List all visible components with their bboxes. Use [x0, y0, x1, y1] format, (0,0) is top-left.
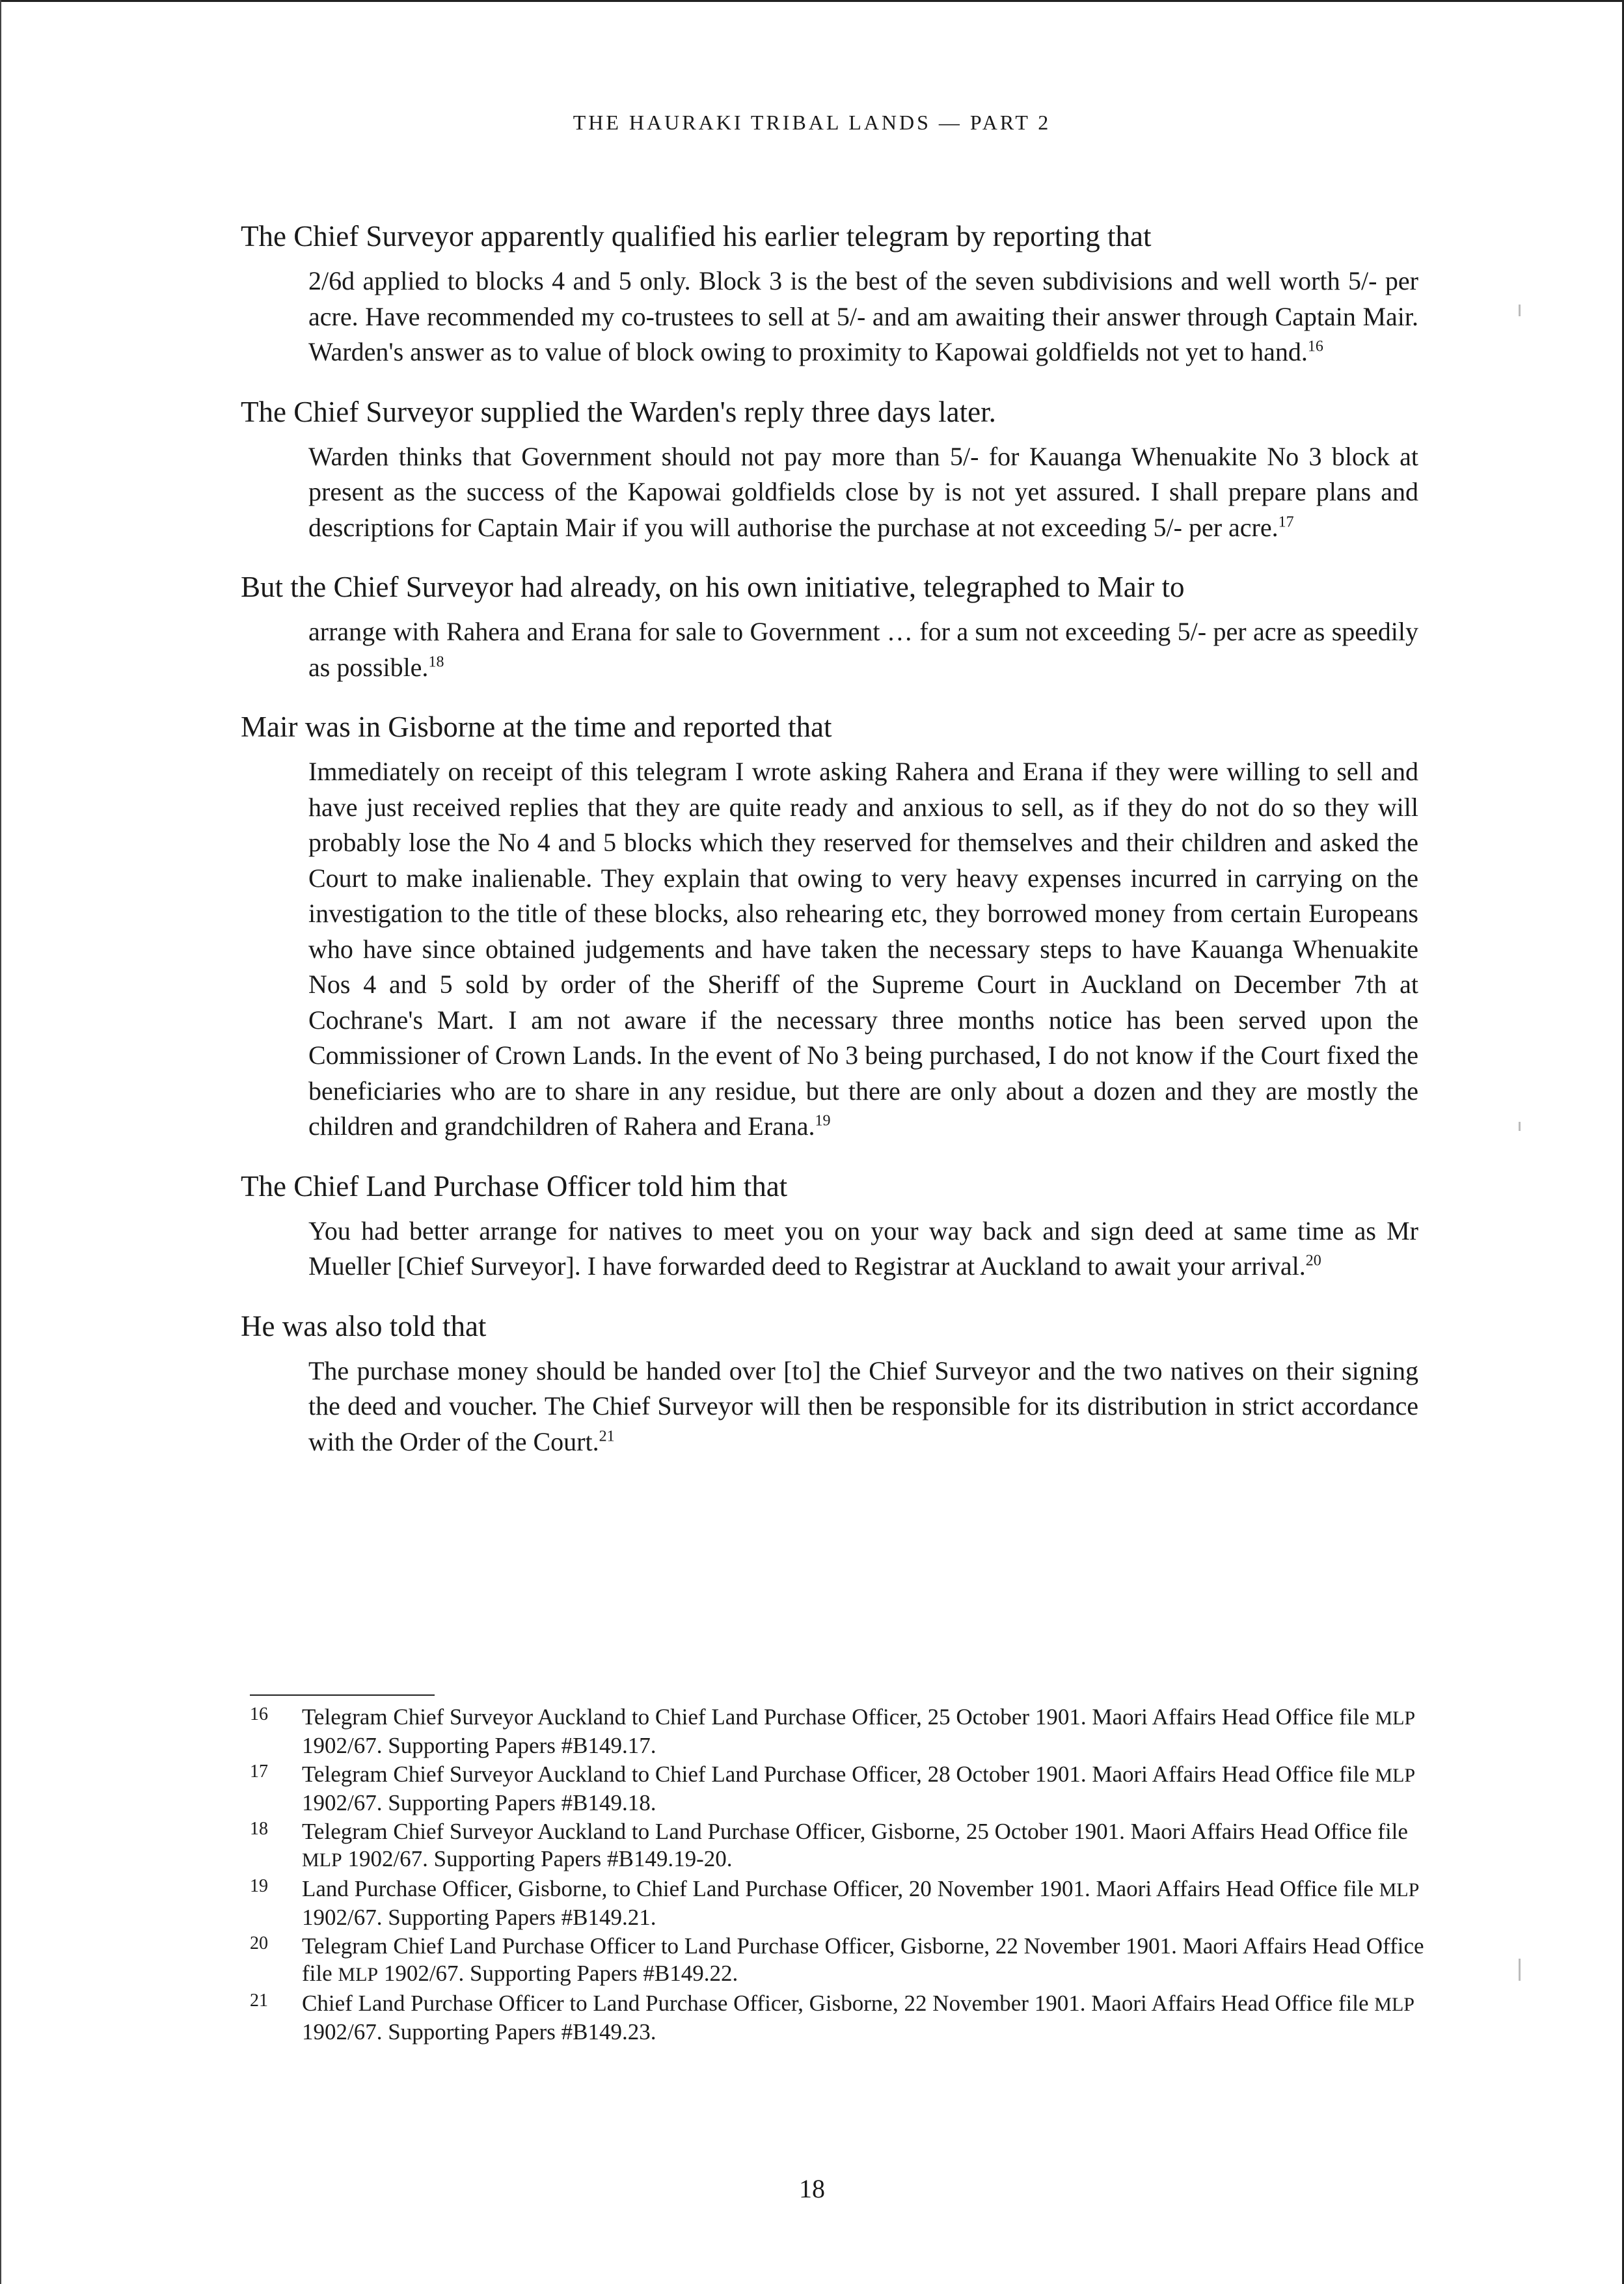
scan-speck [1519, 305, 1521, 316]
footnote-text: 1902/67. Supporting Papers #B149.19-20. [342, 1846, 733, 1871]
footnote-ref[interactable]: 17 [1278, 513, 1294, 531]
file-abbrev: MLP [1375, 1707, 1416, 1729]
footnote [250, 1933, 1428, 1989]
quote-text: 2/6d applied to blocks 4 and 5 only. Block 3 is the best of the seven subdivisions and well worth 5/- per acre. Have recommended my co-trustees to sell at 5/- and am awaiting their answer through Captain Mair. Warden's answer as to value of block owing to proximity to Kapowai goldfields not yet to hand. [308, 266, 1418, 366]
footnote-text: Telegram Chief Surveyor Auckland to Chief Land Purchase Officer, 28 October 1901. Maori Affairs Head Office file [302, 1761, 1375, 1787]
quote-text: arrange with Rahera and Erana for sale to Government … for a sum not exceeding 5/- per acre as speedily as possible. [308, 617, 1418, 682]
footnote-number: 16 [250, 1704, 268, 1724]
scan-border-left [0, 0, 1, 2284]
footnote-text: Telegram Chief Surveyor Auckland to Land Purchase Officer, Gisborne, 25 October 1901. Maori Affairs Head Office file [302, 1819, 1408, 1844]
quote-text: The purchase money should be handed over [to] the Chief Surveyor and the two natives on their signing the deed and voucher. The Chief Surveyor will then be responsible for its distribution in strict accordance with the Order of the Court. [308, 1355, 1418, 1456]
block-quote [308, 1353, 1418, 1460]
footnote-ref[interactable]: 20 [1305, 1252, 1321, 1270]
footnote-ref[interactable]: 21 [599, 1428, 615, 1445]
footnote-number: 19 [250, 1876, 268, 1896]
footnote [250, 1761, 1428, 1817]
file-abbrev: MLP [1379, 1879, 1420, 1901]
footnote-text: Telegram Chief Surveyor Auckland to Chief Land Purchase Officer, 25 October 1901. Maori Affairs Head Office file [302, 1704, 1375, 1730]
footnote-text: 1902/67. Supporting Papers #B149.22. [378, 1961, 738, 1986]
file-abbrev: MLP [338, 1964, 379, 1985]
scan-speck [1519, 1959, 1521, 1981]
lead-paragraph: Mair was in Gisborne at the time and reported that [241, 711, 832, 743]
footnote-separator [250, 1694, 435, 1696]
scan-speck [1519, 1122, 1521, 1131]
quote-text: Immediately on receipt of this telegram I wrote asking Rahera and Erana if they were willing to sell and have just received replies that they are quite ready and anxious to sell, as if they do not do so they will probably lose the No 4 and 5 blocks which they reserved for themselves and their children and asked the Court to make inalienable. They explain that owing to very heavy expenses incurred in carrying on the investigation to the title of these blocks, also rehearing etc, they borrowed money from certain Europeans who have since obtained judgements and have taken the necessary steps to have Kauanga Whenuakite Nos 4 and 5 sold by order of the Sheriff of the Supreme Court in Auckland on December 7th at Cochrane's Mart. I am not aware if the necessary three months notice has been served upon the Commissioner of Crown Lands. In the event of No 3 being purchased, I do not know if the Court fixed the beneficiaries who are to share in any residue, but there are only about a dozen and they are mostly the children and grandchildren of Rahera and Erana. [308, 757, 1418, 1141]
file-abbrev: MLP [1375, 1765, 1416, 1786]
block-quote [308, 264, 1418, 370]
quote-text: You had better arrange for natives to meet you on your way back and sign deed at same time as Mr Mueller [Chief Surveyor]. I have forwarded deed to Registrar at Auckland to await your arrival. [308, 1216, 1418, 1281]
scan-border-top [0, 0, 1624, 2]
footnote [250, 1875, 1428, 1931]
footnote [250, 1990, 1428, 2046]
file-abbrev: MLP [302, 1849, 342, 1871]
footnote-text: Land Purchase Officer, Gisborne, to Chief Land Purchase Officer, 20 November 1901. Maori Affairs Head Office file [302, 1876, 1379, 1901]
footnote [250, 1704, 1428, 1760]
footnote [250, 1818, 1428, 1874]
footnote-text: 1902/67. Supporting Papers #B149.23. [302, 2019, 656, 2045]
footnote-text: 1902/67. Supporting Papers #B149.18. [302, 1790, 656, 1815]
footnote-text: Telegram Chief Land Purchase Officer to Land Purchase Officer, Gisborne, 22 November 1901. Maori Affairs Head Office file [302, 1933, 1424, 1986]
quote-text: Warden thinks that Government should not pay more than 5/- for Kauanga Whenuakite No 3 block at present as the success of the Kapowai goldfields close by is not yet assured. I shall prepare plans and descriptions for Captain Mair if you will authorise the purchase at not exceeding 5/- per acre. [308, 441, 1418, 542]
running-header: THE HAURAKI TRIBAL LANDS — PART 2 [573, 111, 1051, 134]
file-abbrev: MLP [1374, 1994, 1414, 2015]
footnotes [250, 1704, 1428, 2047]
footnote-text: Chief Land Purchase Officer to Land Purchase Officer, Gisborne, 22 November 1901. Maori Affairs Head Office file [302, 1991, 1375, 2016]
footnote-number: 18 [250, 1819, 268, 1839]
footnote-number: 20 [250, 1933, 268, 1953]
footnote-ref[interactable]: 19 [815, 1112, 831, 1130]
footnote-ref[interactable]: 16 [1307, 338, 1323, 355]
footnote-ref[interactable]: 18 [428, 653, 444, 671]
lead-paragraph: But the Chief Surveyor had already, on his own initiative, telegraphed to Mair to [241, 571, 1185, 603]
lead-paragraph: The Chief Surveyor supplied the Warden's reply three days later. [241, 395, 996, 428]
page-number: 18 [799, 2174, 825, 2203]
footnote-number: 21 [250, 1991, 268, 2011]
body-text [241, 218, 1418, 1483]
footnote-number: 17 [250, 1761, 268, 1782]
lead-paragraph: The Chief Surveyor apparently qualified his earlier telegram by reporting that [241, 220, 1152, 252]
footnote-text: 1902/67. Supporting Papers #B149.17. [302, 1733, 656, 1758]
lead-paragraph: He was also told that [241, 1309, 487, 1342]
block-quote [308, 754, 1418, 1145]
footnote-text: 1902/67. Supporting Papers #B149.21. [302, 1905, 656, 1930]
block-quote [308, 439, 1418, 546]
block-quote [308, 1214, 1418, 1285]
lead-paragraph: The Chief Land Purchase Officer told him that [241, 1169, 788, 1203]
block-quote [308, 614, 1418, 685]
